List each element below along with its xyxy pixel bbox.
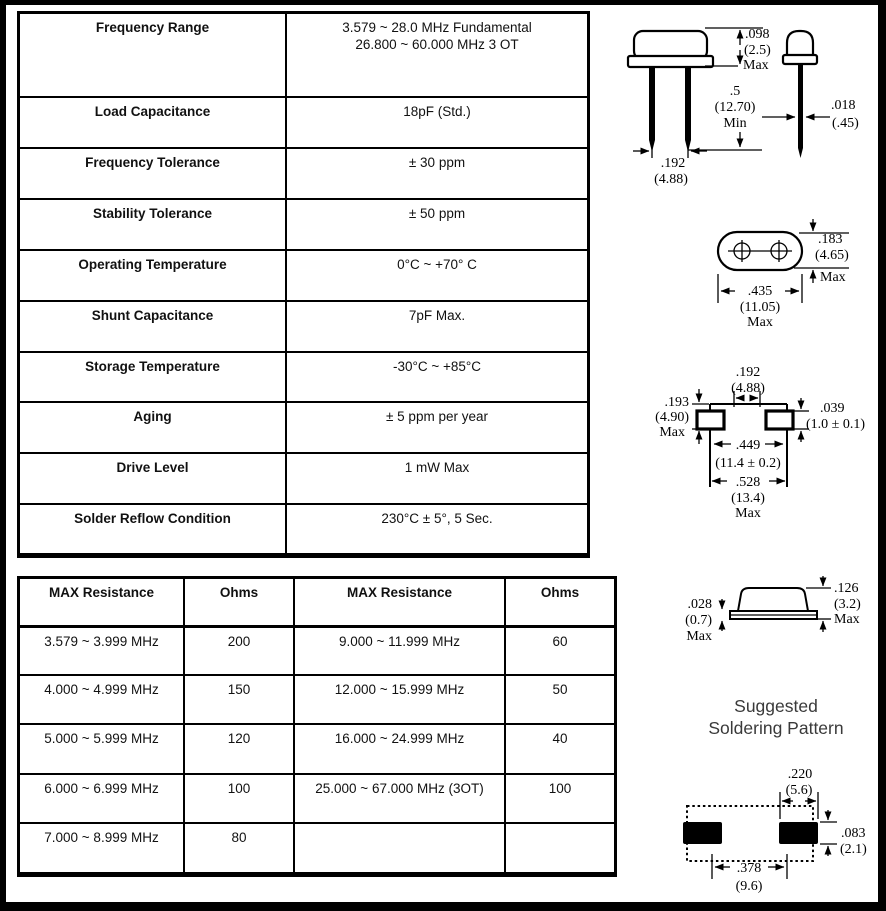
resistance-cell: 150: [184, 675, 294, 724]
dimension-label: (11.05): [739, 300, 781, 315]
resistance-cell: 4.000 ~ 4.999 MHz: [20, 675, 184, 724]
spec-label-cell: Shunt Capacitance: [20, 301, 286, 352]
dimension-label: Min: [723, 116, 747, 131]
table-header-row: [20, 579, 614, 626]
resistance-cell: 40: [505, 724, 614, 773]
dimension-label: (0.7): [685, 613, 712, 628]
spec-label-cell: Drive Level: [20, 453, 286, 504]
spec-value-cell: ± 30 ppm: [286, 148, 587, 199]
resistance-cell: 5.000 ~ 5.999 MHz: [20, 724, 184, 773]
dimension-label: .039: [820, 401, 845, 416]
dimension-label: .449: [735, 438, 761, 453]
spec-value-cell: ± 50 ppm: [286, 199, 587, 250]
spec-label-cell: Aging: [20, 402, 286, 453]
dimension-label: (2.5): [744, 43, 771, 58]
resistance-cell: 80: [184, 823, 294, 872]
dimension-label: Max: [743, 58, 769, 73]
table-row: [20, 504, 587, 553]
dimension-label: .528: [735, 475, 761, 490]
resistance-cell: 16.000 ~ 24.999 MHz: [294, 724, 505, 773]
table-row: [20, 250, 587, 301]
table-row: [20, 352, 587, 403]
resistance-cell: 50: [505, 675, 614, 724]
spec-value-cell: 0°C ~ +70° C: [286, 250, 587, 301]
spec-label-cell: Storage Temperature: [20, 352, 286, 403]
dimension-label: Max: [747, 315, 773, 330]
spec-table-frame: [17, 11, 590, 558]
dimension-label: Max: [659, 425, 685, 440]
dimension-label: Max: [834, 612, 860, 627]
spec-label: Frequency Range: [95, 20, 210, 35]
table-row: [20, 626, 614, 675]
spec-value-cell: 230°C ± 5°, 5 Sec.: [286, 504, 587, 553]
dimension-label: (4.88): [731, 381, 765, 396]
resistance-cell: 100: [505, 774, 614, 823]
resistance-cell: 25.000 ~ 67.000 MHz (3OT): [294, 774, 505, 823]
resistance-cell: 3.579 ~ 3.999 MHz: [44, 633, 159, 649]
dimension-label: .5: [729, 84, 741, 99]
dimension-label: .098: [745, 27, 770, 42]
table-row: [20, 301, 587, 352]
resistance-table-frame: [17, 576, 617, 877]
spec-value-cell: 7pF Max.: [286, 301, 587, 352]
soldering-pattern-title-line1: Suggested: [734, 696, 818, 716]
dimension-label: (5.6): [785, 783, 813, 798]
dimension-label: Max: [686, 629, 712, 644]
dimension-label: (4.88): [654, 172, 688, 187]
table-row: [20, 823, 614, 872]
dimension-label: (11.4 ± 0.2): [715, 456, 781, 471]
table-row: [20, 148, 587, 199]
spec-label-cell: Operating Temperature: [20, 250, 286, 301]
dimension-label: .220: [787, 767, 813, 782]
dimension-label: (4.65): [815, 248, 849, 263]
resistance-header-cell: Ohms: [184, 579, 294, 626]
spec-table: [20, 14, 587, 553]
table-row: [20, 14, 587, 97]
resistance-cell: 200: [184, 626, 294, 675]
dimension-label: .193: [664, 395, 689, 410]
soldering-pattern-title-line2: Soldering Pattern: [708, 718, 844, 738]
spec-value-line2: 26.800 ~ 60.000 MHz 3 OT: [355, 36, 519, 52]
resistance-cell: 60: [505, 626, 614, 675]
spec-value-cell: 18pF (Std.): [286, 97, 587, 148]
resistance-table: [20, 579, 614, 872]
resistance-cell: 100: [184, 774, 294, 823]
table-row: [20, 724, 614, 773]
resistance-header-cell: Ohms: [505, 579, 614, 626]
resistance-cell: 120: [184, 724, 294, 773]
table-row: [20, 199, 587, 250]
table-row: [20, 453, 587, 504]
dimension-label: (12.70): [714, 100, 756, 115]
dimension-label: .018: [831, 98, 856, 113]
resistance-cell: 7.000 ~ 8.999 MHz: [20, 823, 184, 872]
dimension-label: .378: [736, 861, 762, 876]
dimension-label: Max: [820, 270, 846, 285]
spec-label-cell: Frequency Tolerance: [20, 148, 286, 199]
resistance-header-cell: MAX Resistance: [20, 579, 184, 626]
dimension-label: .028: [687, 597, 712, 612]
table-row: [20, 774, 614, 823]
spec-value-cell: ± 5 ppm per year: [286, 402, 587, 453]
spec-value-line1: 3.579 ~ 28.0 MHz Fundamental: [342, 20, 532, 35]
dimension-label: (1.0 ± 0.1): [806, 417, 866, 432]
table-row: [20, 97, 587, 148]
resistance-header-cell: MAX Resistance: [294, 579, 505, 626]
spec-label-cell: [20, 14, 286, 97]
dimension-label: (9.6): [735, 879, 763, 894]
dimension-label: .192: [735, 365, 761, 380]
spec-value-cell: 1 mW Max: [286, 453, 587, 504]
table-row: [20, 402, 587, 453]
dimension-label: (.45): [832, 116, 859, 131]
spec-value-cell: -30°C ~ +85°C: [286, 352, 587, 403]
spec-label-cell: Stability Tolerance: [20, 199, 286, 250]
dimension-label: (3.2): [834, 597, 861, 612]
dimension-label: (4.90): [655, 410, 689, 425]
dimension-label: .192: [660, 156, 686, 171]
spec-label-cell: Load Capacitance: [20, 97, 286, 148]
spec-label-cell: Solder Reflow Condition: [20, 504, 286, 553]
dimension-label: .083: [841, 826, 866, 841]
dimension-label: (13.4): [731, 491, 765, 506]
dimension-label: .126: [834, 581, 859, 596]
resistance-cell: 12.000 ~ 15.999 MHz: [294, 675, 505, 724]
resistance-cell: 6.000 ~ 6.999 MHz: [20, 774, 184, 823]
spec-value-cell: [286, 14, 587, 97]
table-row: [20, 675, 614, 724]
dimension-label: .435: [747, 284, 773, 299]
resistance-cell: 9.000 ~ 11.999 MHz: [294, 626, 505, 675]
dimension-label: Max: [735, 506, 761, 521]
dimension-label: .183: [818, 232, 843, 247]
resistance-cell: [294, 823, 505, 872]
dimension-label: (2.1): [840, 842, 867, 857]
resistance-cell: [505, 823, 614, 872]
